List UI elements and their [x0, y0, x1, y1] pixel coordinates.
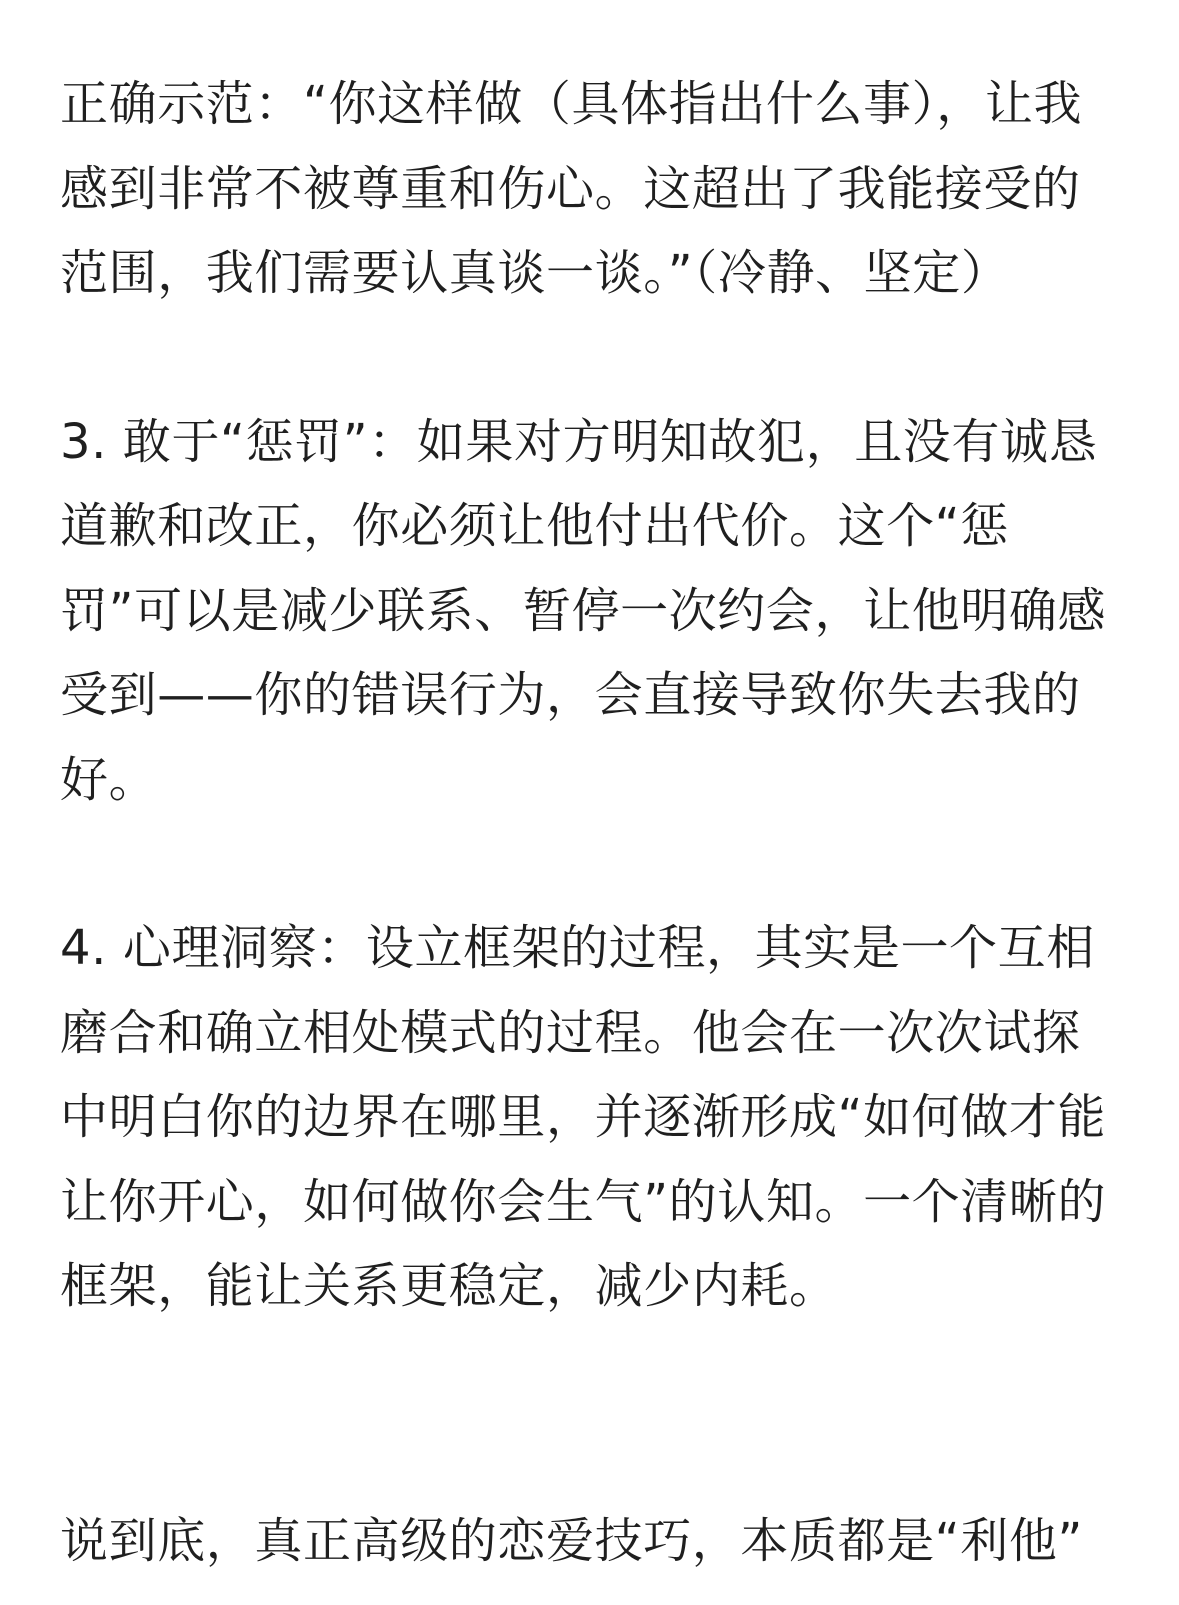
article-body [60, 62, 1110, 1583]
paragraph-spacer [60, 822, 1110, 906]
paragraph-spacer [60, 1329, 1110, 1499]
paragraph-correct-example: 正确示范：“你这样做（具体指出什么事），让我感到非常不被尊重和伤心。这超出了我能接受的范围，我们需要认真谈一谈。”（冷静、坚定） [60, 76, 1083, 301]
paragraph-spacer [60, 316, 1110, 400]
paragraph-psychology-insight: 4. 心理洞察：设立框架的过程，其实是一个互相磨合和确立相处模式的过程。他会在一次次试探中明白你的边界在哪里，并逐渐形成“如何做才能让你开心，如何做你会生气”的认知。一个清晰的框架，能让关系更稳定，减少内耗。 [60, 920, 1107, 1314]
paragraph-conclusion: 说到底，真正高级的恋爱技巧，本质都是“利他” [60, 1512, 1083, 1569]
paragraph-punishment: 3. 敢于“惩罚”：如果对方明知故犯，且没有诚恳道歉和改正，你必须让他付出代价。这个“惩罚”可以是减少联系、暂停一次约会，让他明确感受到——你的错误行为，会直接导致你失去我的好。 [60, 413, 1107, 808]
